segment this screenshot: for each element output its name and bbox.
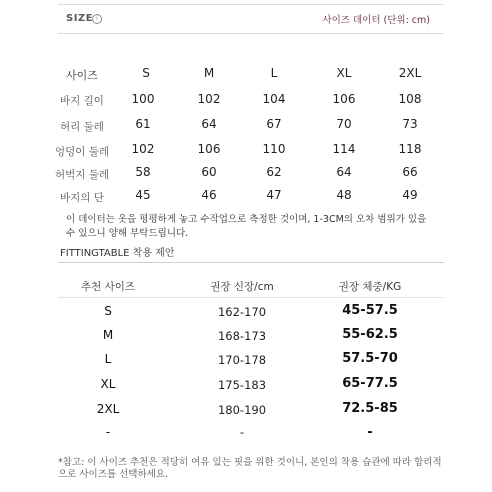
table-cell: 62 bbox=[266, 165, 282, 179]
row-label-pants-length: 바지 길이 bbox=[60, 95, 104, 107]
fitting-header-weight: 권장 체중/KG bbox=[338, 281, 402, 293]
footnote: *참고: 이 사이즈 추천은 적당히 여유 있는 핏을 위한 것이니, 본인의 착용 습관에 따라 합리적으로 사이즈를 선택하세요. bbox=[58, 457, 442, 480]
fitting-size: M bbox=[102, 328, 114, 342]
table-cell: 114 bbox=[332, 142, 356, 156]
fitting-weight: - bbox=[367, 425, 373, 440]
fitting-size: S bbox=[104, 304, 112, 318]
table-cell: 118 bbox=[398, 142, 422, 156]
unit-label: 사이즈 데이터 (단위: cm) bbox=[322, 15, 430, 26]
fitting-height: 180-190 bbox=[217, 403, 267, 417]
table-cell: 106 bbox=[197, 142, 221, 156]
table-cell: 67 bbox=[266, 117, 282, 131]
fitting-height: 175-183 bbox=[217, 378, 267, 392]
table-cell: 73 bbox=[402, 117, 418, 131]
fitting-header-size: 추천 사이즈 bbox=[80, 281, 136, 293]
fitting-size: XL bbox=[100, 377, 116, 391]
row-label-hem: 바지의 단 bbox=[60, 192, 104, 204]
table-cell: 66 bbox=[402, 165, 418, 179]
size-header-xl: XL bbox=[336, 66, 352, 80]
fitting-height: 170-178 bbox=[217, 353, 267, 367]
measurement-note: 이 데이터는 옷을 평평하게 놓고 수작업으로 측정한 것이며, 1-3CM의 오차 범위가 있을 수 있으니 양해 부탁드립니다. bbox=[66, 214, 427, 239]
table-cell: 108 bbox=[398, 92, 422, 106]
size-header-m: M bbox=[203, 66, 215, 80]
table-cell: 45 bbox=[135, 188, 151, 202]
table-cell: 106 bbox=[332, 92, 356, 106]
size-title: SIZE bbox=[66, 13, 94, 24]
header-rule bbox=[58, 33, 444, 34]
table-cell: 49 bbox=[402, 188, 418, 202]
row-label-hip: 엉덩이 둘레 bbox=[54, 146, 110, 158]
fitting-height: - bbox=[239, 425, 245, 439]
table-cell: 46 bbox=[201, 188, 217, 202]
top-rule bbox=[58, 4, 444, 5]
fitting-weight: 65-77.5 bbox=[342, 376, 398, 391]
size-header-label: 사이즈 bbox=[66, 69, 98, 82]
fitting-size: L bbox=[104, 352, 112, 366]
fitting-header-height: 권장 신장/cm bbox=[210, 281, 274, 293]
fitting-size: - bbox=[105, 425, 111, 439]
table-cell: 102 bbox=[131, 142, 155, 156]
size-header-s: S bbox=[142, 66, 150, 80]
fitting-header-rule bbox=[58, 297, 444, 298]
fitting-weight: 57.5-70 bbox=[342, 351, 398, 366]
table-cell: 60 bbox=[201, 165, 217, 179]
table-cell: 104 bbox=[262, 92, 286, 106]
fitting-table-title: FITTINGTABLE 착용 제안 bbox=[60, 248, 175, 259]
table-cell: 64 bbox=[201, 117, 217, 131]
fitting-size: 2XL bbox=[96, 402, 120, 416]
table-cell: 64 bbox=[336, 165, 352, 179]
table-cell: 58 bbox=[135, 165, 151, 179]
fitting-weight: 45-57.5 bbox=[342, 303, 398, 318]
size-header-l: L bbox=[270, 66, 278, 80]
row-label-waist: 허리 둘레 bbox=[60, 121, 104, 133]
info-icon: i bbox=[92, 14, 102, 24]
row-label-thigh: 허벅지 둘레 bbox=[54, 169, 110, 181]
table-cell: 48 bbox=[336, 188, 352, 202]
table-cell: 61 bbox=[135, 117, 151, 131]
table-cell: 100 bbox=[131, 92, 155, 106]
size-header-2xl: 2XL bbox=[398, 66, 422, 80]
fitting-title-rule bbox=[58, 262, 444, 263]
fitting-weight: 72.5-85 bbox=[342, 401, 398, 416]
table-cell: 70 bbox=[336, 117, 352, 131]
table-cell: 47 bbox=[266, 188, 282, 202]
fitting-height: 162-170 bbox=[217, 305, 267, 319]
table-cell: 110 bbox=[262, 142, 286, 156]
table-cell: 102 bbox=[197, 92, 221, 106]
fitting-height: 168-173 bbox=[217, 329, 267, 343]
fitting-weight: 55-62.5 bbox=[342, 327, 398, 342]
